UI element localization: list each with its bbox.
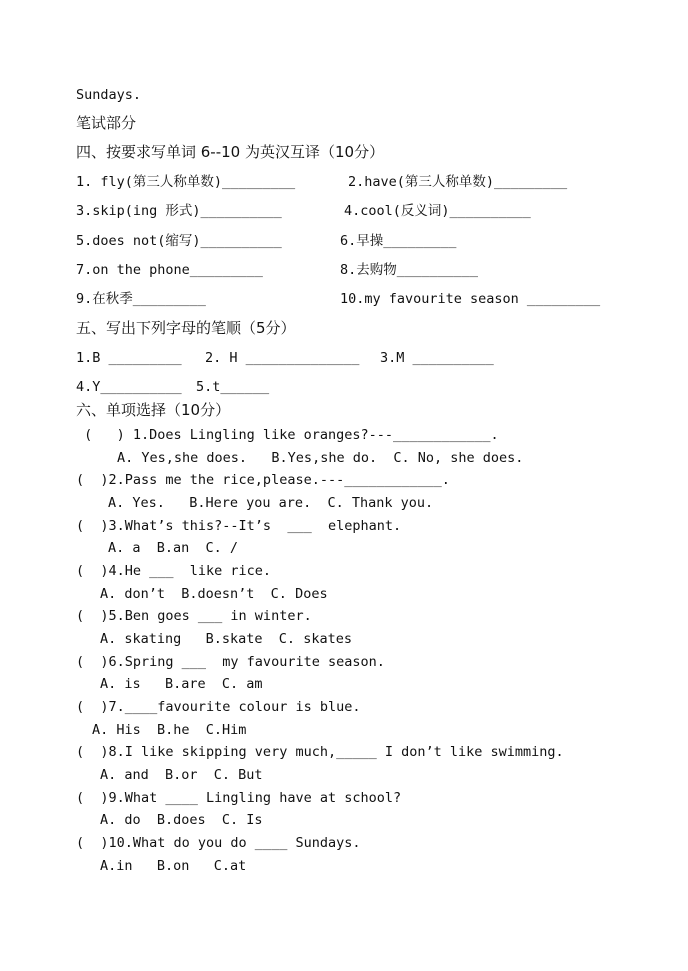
part4-item-7: 7.on the phone_________ (76, 262, 263, 278)
part5-letter-t: 5.t______ (196, 379, 270, 395)
question-9: ( )9.What ____ Lingling have at school? (76, 790, 402, 806)
part5-letter-h: 2. H ______________ (205, 350, 360, 366)
question-4-options: A. don’t B.doesn’t C. Does (100, 586, 328, 602)
part4-item-8: 8.去购物__________ (340, 262, 479, 278)
part4-item-6: 6.早操_________ (340, 233, 457, 249)
part4-item-4: 4.cool(反义词)__________ (344, 203, 531, 219)
part5-letter-m: 3.M __________ (380, 350, 494, 366)
part5-letter-b: 1.B _________ (76, 350, 182, 366)
question-7: ( )7.____favourite colour is blue. (76, 699, 361, 715)
question-2-options: A. Yes. B.Here you are. C. Thank you. (108, 495, 434, 511)
question-1-options: A. Yes,she does. B.Yes,she do. C. No, she does. (117, 450, 524, 466)
question-8-options: A. and B.or C. But (100, 767, 263, 783)
question-5-options: A. skating B.skate C. skates (100, 631, 352, 647)
question-3-options: A. a B.an C. / (108, 540, 239, 556)
prev-line: Sundays. (76, 87, 142, 103)
part5-heading: 五、写出下列字母的笔顺（5分） (76, 319, 296, 337)
question-2: ( )2.Pass me the rice,please.---____________. (76, 472, 450, 488)
question-4: ( )4.He ___ like rice. (76, 563, 272, 579)
question-3: ( )3.What’s this?--It’s ___ elephant. (76, 518, 402, 534)
part4-item-9: 9.在秋季_________ (76, 291, 206, 307)
question-9-options: A. do B.does C. Is (100, 812, 263, 828)
question-10: ( )10.What do you do ____ Sundays. (76, 835, 361, 851)
part4-item-1: 1. fly(第三人称单数)_________ (76, 174, 296, 190)
question-7-options: A. His B.he C.Him (92, 722, 247, 738)
part5-letter-y: 4.Y__________ (76, 379, 182, 395)
part4-item-2: 2.have(第三人称单数)_________ (348, 174, 568, 190)
question-8: ( )8.I like skipping very much,_____ I don’t like swimming. (76, 744, 564, 760)
question-10-options: A.in B.on C.at (100, 858, 247, 874)
part4-item-10: 10.my favourite season _________ (340, 291, 601, 307)
question-6: ( )6.Spring ___ my favourite season. (76, 654, 385, 670)
question-1: ( ) 1.Does Lingling like oranges?---____________. (76, 427, 499, 443)
section-title: 笔试部分 (76, 114, 137, 132)
question-5: ( )5.Ben goes ___ in winter. (76, 608, 312, 624)
part6-heading: 六、单项选择（10分） (76, 401, 231, 419)
part4-item-5: 5.does not(缩写)__________ (76, 233, 282, 249)
question-6-options: A. is B.are C. am (100, 676, 263, 692)
part4-item-3: 3.skip(ing 形式)__________ (76, 203, 282, 219)
part4-heading: 四、按要求写单词 6--10 为英汉互译（10分） (76, 143, 385, 161)
